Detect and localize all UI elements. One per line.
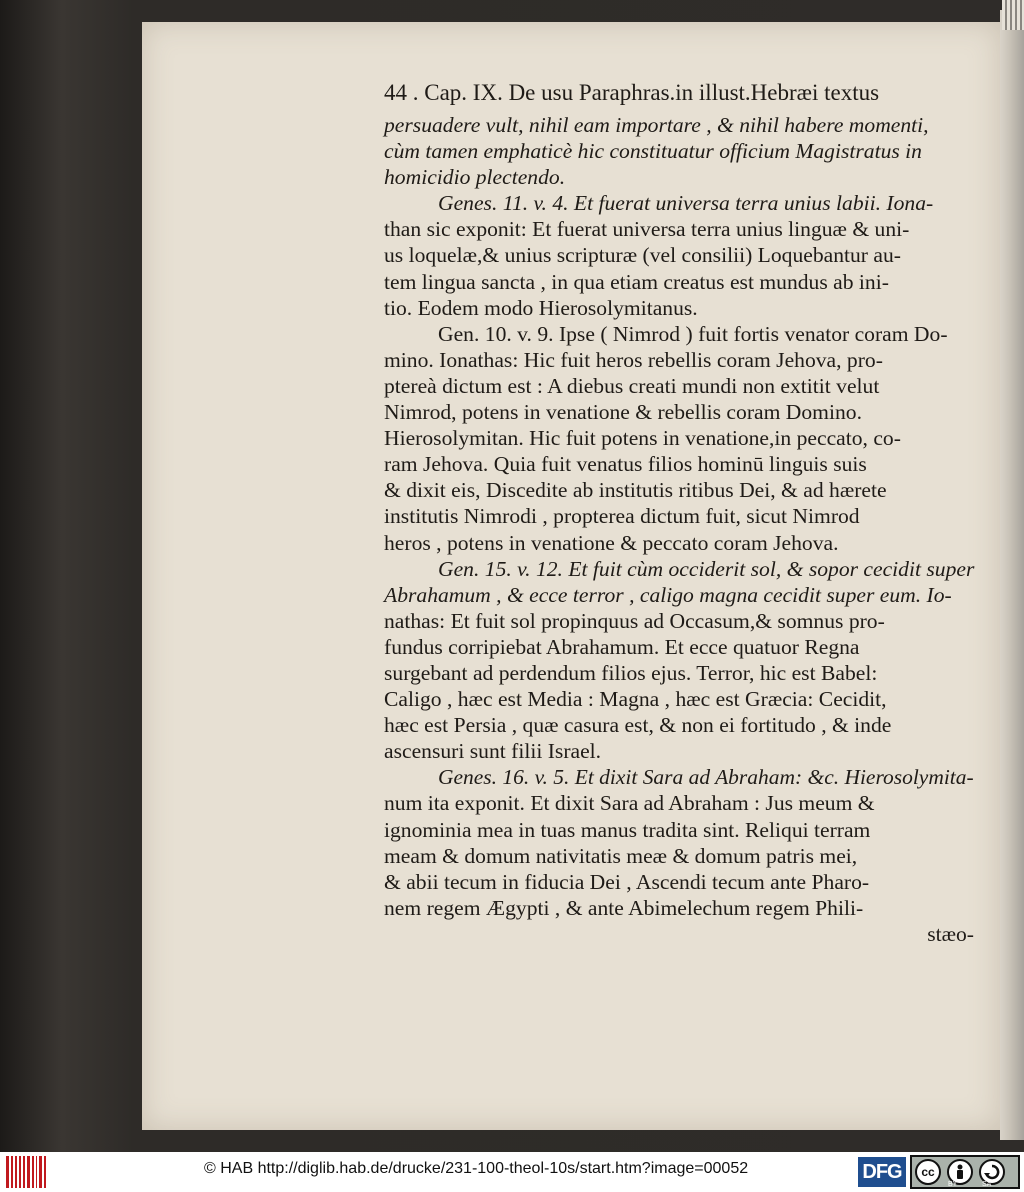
text-line: mino. Ionathas: Hic fuit heros rebellis coram Jehova, pro- [384, 347, 883, 372]
text-line: Abrahamum , & ecce terror , caligo magna cecidit super eum. Io- [384, 582, 952, 607]
binding-stripes [1002, 0, 1024, 30]
text-line: us loquelæ,& unius scripturæ (vel consilii) Loquebantur au- [384, 243, 901, 268]
text-line: ptereà dictum est : A diebus creati mundi non extitit velut [384, 373, 880, 398]
cc-license-badge[interactable] [910, 1155, 1020, 1189]
cc-icon: cc [915, 1159, 941, 1185]
page-edge [1000, 10, 1024, 1140]
text-line: heros , potens in venatione & peccato coram Jehova. [384, 530, 839, 555]
text-line: ignominia mea in tuas manus tradita sint. Reliqui terram [384, 817, 871, 842]
text-line: Hierosolymitan. Hic fuit potens in venatione,in peccato, co- [384, 426, 901, 451]
hab-barcode-logo [6, 1156, 46, 1188]
text-line: homicidio plectendo. [384, 165, 566, 190]
text-line: stæo- [927, 921, 974, 946]
text-line: Nimrod, potens in venatione & rebellis coram Domino. [384, 400, 862, 425]
text-line: Gen. 15. v. 12. Et fuit cùm occiderit sol, & sopor cecidit super [438, 556, 975, 581]
text-line: Caligo , hæc est Media : Magna , hæc est Græcia: Cecidit, [384, 687, 887, 712]
text-line: & dixit eis, Discedite ab institutis ritibus Dei, & ad hærete [384, 478, 887, 503]
text-line: fundus corripiebat Abrahamum. Et ecce quatuor Regna [384, 634, 860, 659]
text-line: & abii tecum in fiducia Dei , Ascendi tecum ante Pharo- [384, 869, 870, 894]
text-line: meam & domum nativitatis meæ & domum patris mei, [384, 843, 858, 868]
copyright-link[interactable]: © HAB http://diglib.hab.de/drucke/231-100-theol-10s/start.htm?image=00052 [204, 1160, 749, 1177]
dfg-logo[interactable]: DFG [858, 1157, 906, 1187]
text-line: Gen. 10. v. 9. Ipse ( Nimrod ) fuit fortis venator coram Do- [438, 321, 948, 346]
page-text [384, 74, 974, 947]
text-line: tio. Eodem modo Hierosolymitanus. [384, 295, 698, 320]
text-line: than sic exponit: Et fuerat universa terra unius linguæ & uni- [384, 217, 910, 242]
sa-label: SA [982, 1181, 992, 1188]
text-line: institutis Nimrodi , propterea dictum fuit, sicut Nimrod [384, 504, 860, 529]
text-line: hæc est Persia , quæ casura est, & non ei fortitudo , & inde [384, 713, 892, 738]
text-line: nem regem Ægypti , & ante Abimelechum regem Phili- [384, 895, 864, 920]
text-line: nathas: Et fuit sol propinquus ad Occasum,& somnus pro- [384, 608, 885, 633]
text-line: num ita exponit. Et dixit Sara ad Abraham : Jus meum & [384, 791, 875, 816]
text-line: ascensuri sunt filii Israel. [384, 739, 602, 764]
text-line: persuadere vult, nihil eam importare , & nihil habere momenti, [384, 113, 929, 137]
by-label: BY [948, 1181, 958, 1188]
text-line: Genes. 16. v. 5. Et dixit Sara ad Abraham: &c. Hierosolymita- [438, 765, 974, 790]
text-line: tem lingua sancta , in qua etiam creatus est mundus ab ini- [384, 269, 889, 294]
text-line: surgebant ad perdendum filios ejus. Terror, hic est Babel: [384, 660, 878, 685]
running-head: 44 . Cap. IX. De usu Paraphras.in illust.Hebræi textus [384, 80, 880, 105]
text-line: Genes. 11. v. 4. Et fuerat universa terra unius labii. Iona- [438, 191, 934, 216]
text-line: ram Jehova. Quia fuit venatus filios hominū linguis suis [384, 452, 867, 477]
text-line: cùm tamen emphaticè hic constituatur officium Magistratus in [384, 139, 922, 164]
